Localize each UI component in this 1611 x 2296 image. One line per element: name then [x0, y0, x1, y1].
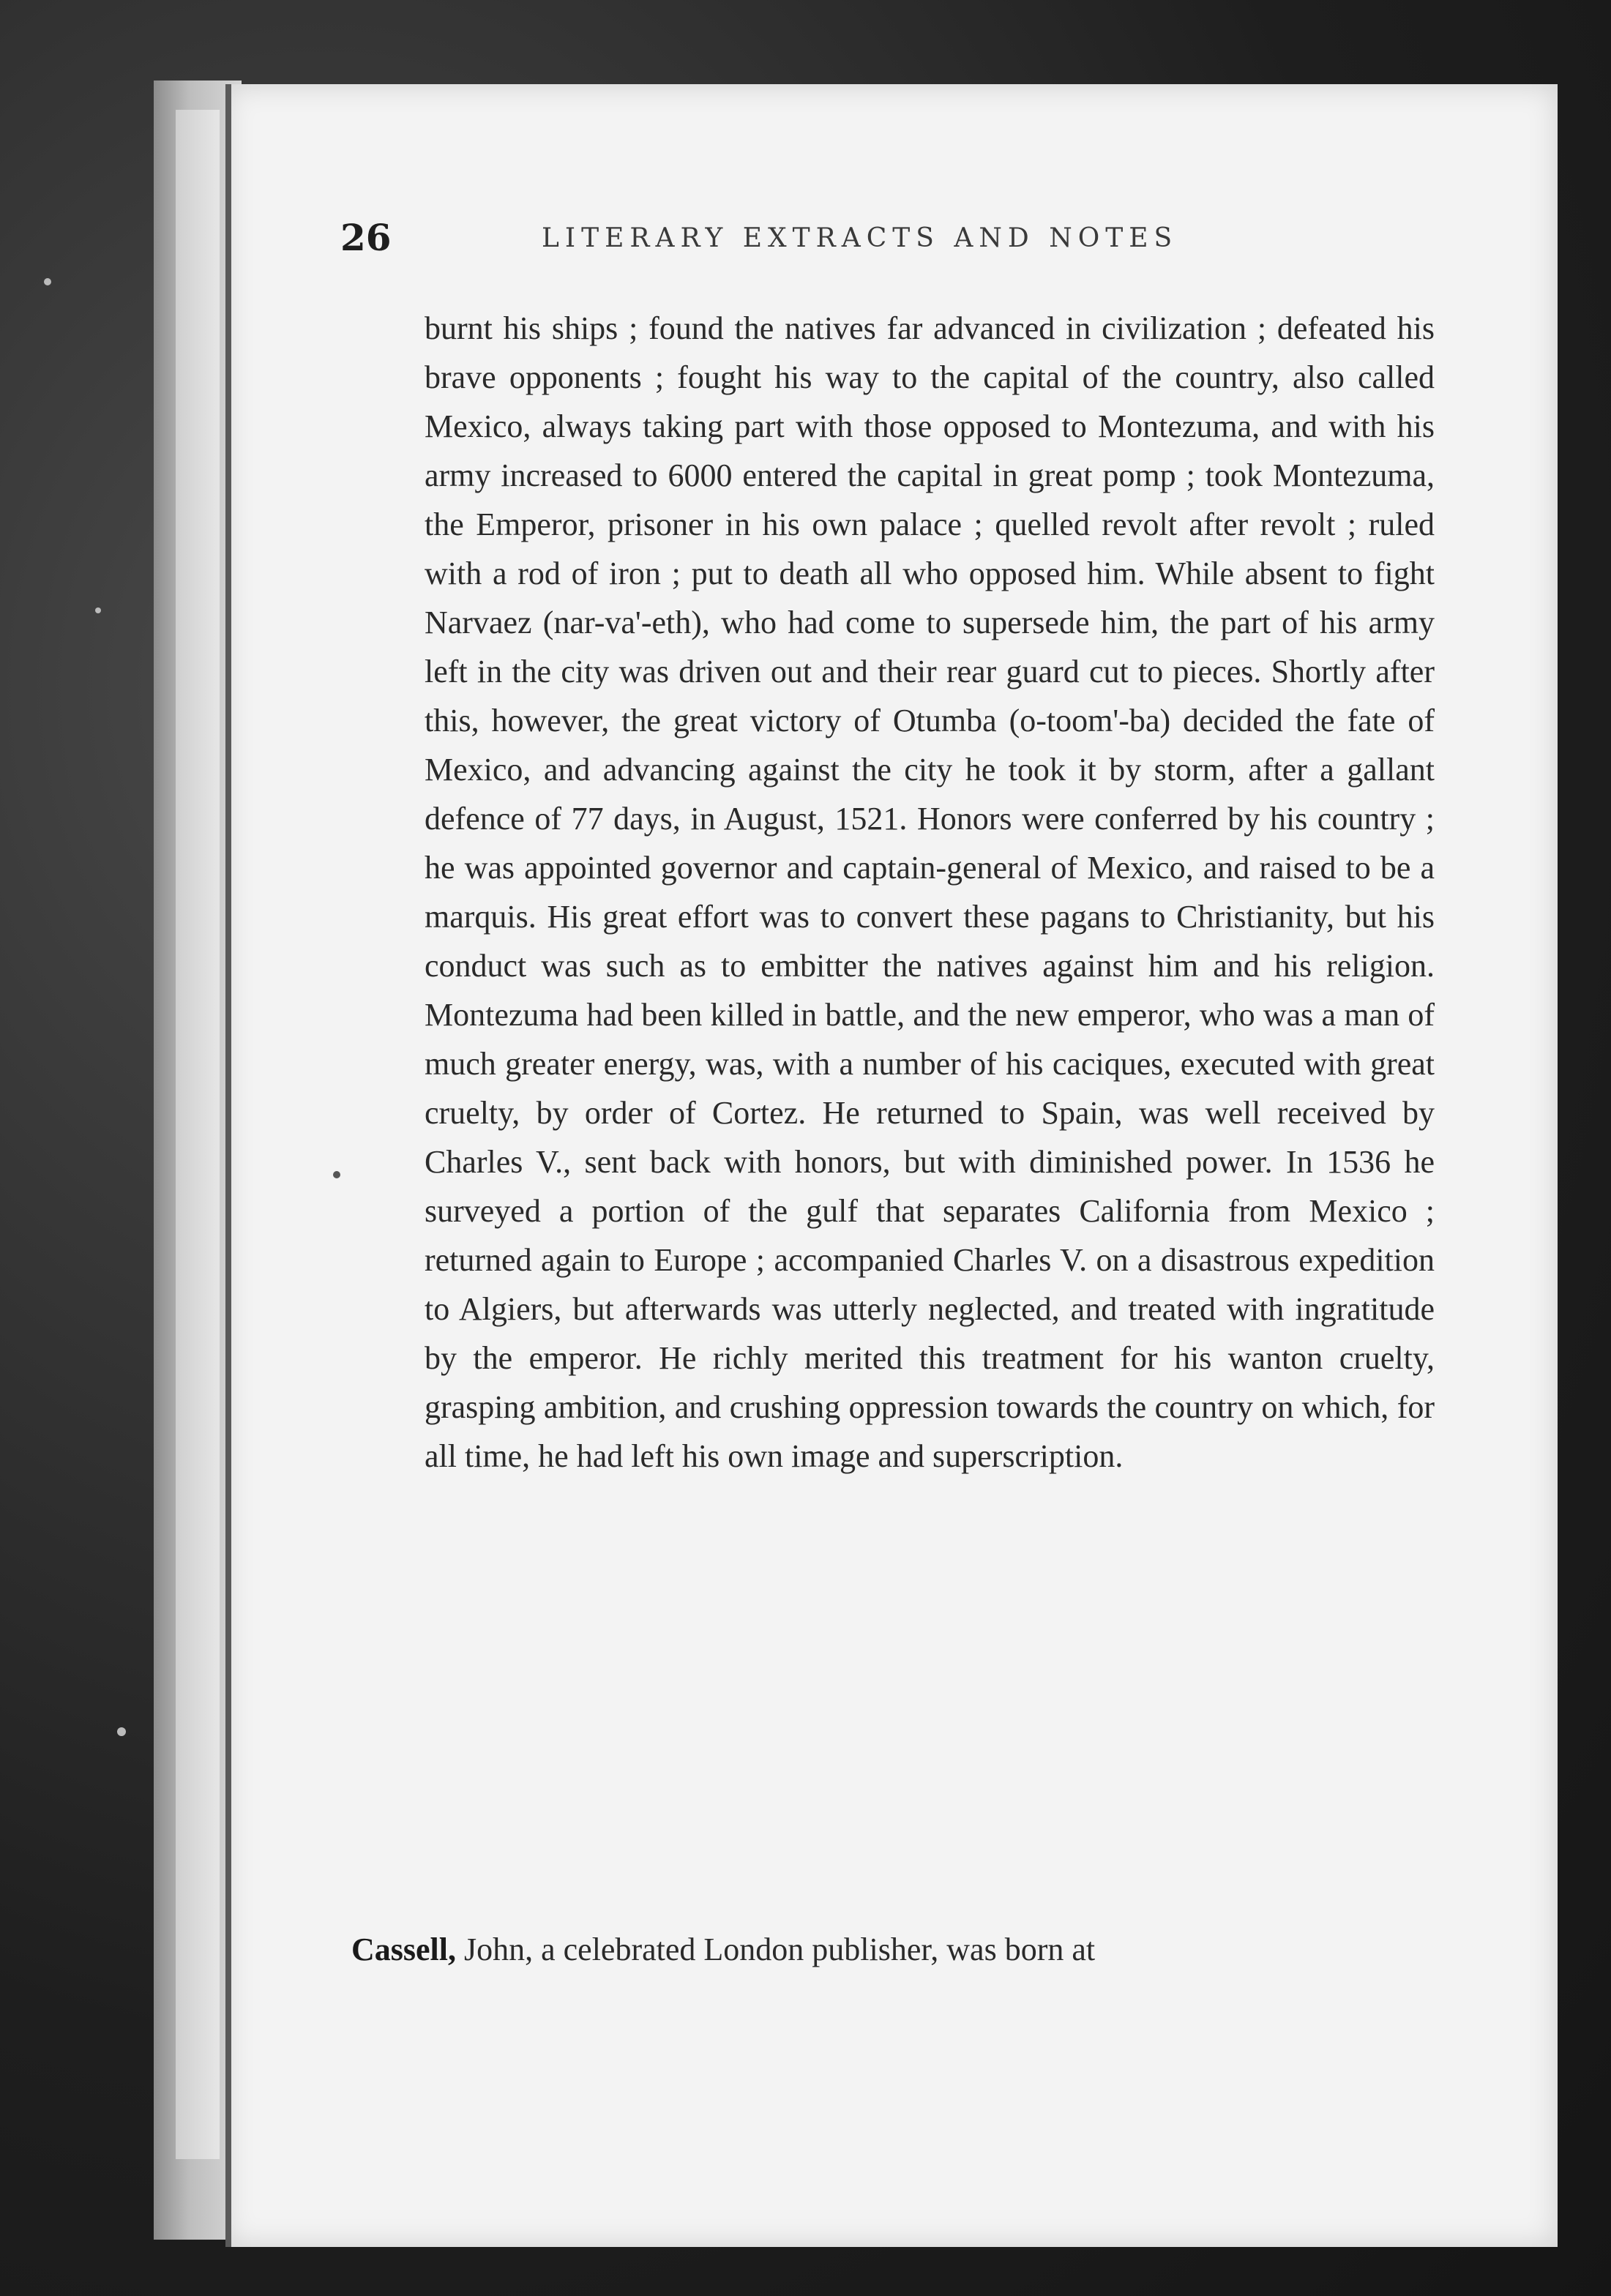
cassell-entry — [351, 1925, 1435, 1974]
running-head: LITERARY EXTRACTS AND NOTES — [542, 223, 1178, 253]
cassell-headword: Cassell, — [351, 1932, 456, 1967]
scan-speck — [117, 1727, 126, 1736]
scan-speck — [95, 607, 101, 613]
scan-speck — [333, 1171, 340, 1178]
back-page-edge — [176, 110, 220, 2159]
cassell-text: John, a celebrated London publisher, was born at — [456, 1932, 1096, 1967]
cortez-paragraph: burnt his ships ; found the natives far advanced in civilization ; defeated his brave opponents ; fought his way to the capital of the country, also called Mexico, always taking part with those opposed to Montezuma, and with his army increased to 6000 entered the capital in great pomp ; took Montezuma, the Emperor, prisoner in his own palace ; quelled revolt after revolt ; ruled with a rod of iron ; put to death all who opposed him. While absent to fight Narvaez (nar-va'-eth), who had come to supersede him, the part of his army left in the city was driven out and their rear guard cut to pieces. Shortly after this, however, the great victory of Otumba (o-toom'-ba) decided the fate of Mexico, and advancing against the city he took it by storm, after a gallant defence of 77 days, in August, 1521. Honors were conferred by his country ; he was appointed governor and captain-general of Mexico, and raised to be a marquis. His great effort was to convert these pagans to Christianity, but his conduct was such as to embitter the natives against him and his religion. Montezuma had been killed in battle, and the new emperor, who was a man of much greater energy, was, with a number of his caciques, executed with great cruelty, by order of Cortez. He returned to Spain, was well received by Charles V., sent back with honors, but with diminished power. In 1536 he surveyed a portion of the gulf that separates California from Mexico ; returned again to Europe ; accompanied Charles V. on a disastrous expedition to Algiers, but afterwards was utterly neglected, and treated with ingratitude by the emperor. He richly merited this treatment for his wanton cruelty, grasping ambition, and crushing oppression towards the country on which, for all time, he had left his own image and superscription. — [425, 310, 1435, 1474]
scan-speck — [44, 278, 51, 285]
cortez-entry-continuation — [425, 304, 1435, 1481]
page-number: 26 — [340, 216, 392, 259]
page-gutter-shadow — [225, 84, 231, 2247]
